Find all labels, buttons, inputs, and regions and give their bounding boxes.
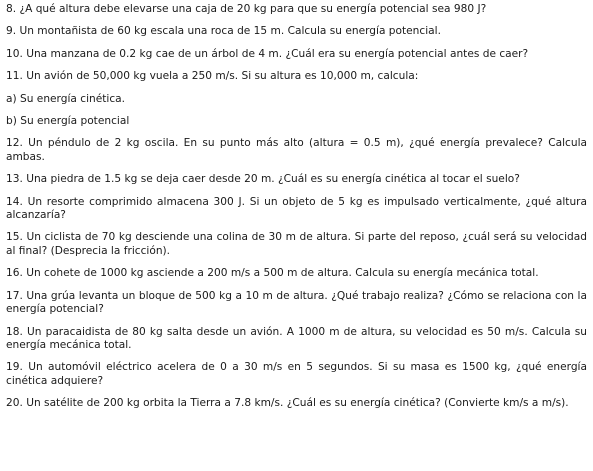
problem-15: 15. Un ciclista de 70 kg desciende una colina de 30 m de altura. Si parte del reposo, ¿cuál será su velocidad al final? (Desprecia la fricción). [6,231,587,257]
problem-11-part-b: b) Su energía potencial [6,115,130,128]
problem-16: 16. Un cohete de 1000 kg asciende a 200 m/s a 500 m de altura. Calcula su energía mecánica total. [6,267,539,280]
problem-20: 20. Un satélite de 200 kg orbita la Tierra a 7.8 km/s. ¿Cuál es su energía cinética? (Convierte km/s a m/s). [6,397,569,410]
problem-11: 11. Un avión de 50,000 kg vuela a 250 m/s. Si su altura es 10,000 m, calcula: [6,70,419,83]
problem-11-part-a: a) Su energía cinética. [6,92,126,105]
problem-18: 18. Un paracaidista de 80 kg salta desde un avión. A 1000 m de altura, su velocidad es 50 m/s. Calcula su energía mecánica total. [6,325,587,351]
problem-8: 8. ¿A qué altura debe elevarse una caja de 20 kg para que su energía potencial sea 980 J? [6,3,487,15]
problem-13: 13. Una piedra de 1.5 kg se deja caer desde 20 m. ¿Cuál es su energía cinética al tocar el suelo? [6,173,520,186]
problem-10: 10. Una manzana de 0.2 kg cae de un árbol de 4 m. ¿Cuál era su energía potencial antes de caer? [6,47,529,60]
problem-14: 14. Un resorte comprimido almacena 300 J. Si un objeto de 5 kg es impulsado verticalmente, ¿qué altura alcanzaría? [6,195,587,222]
problem-17: 17. Una grúa levanta un bloque de 500 kg a 10 m de altura. ¿Qué trabajo realiza? ¿Cómo se relaciona con la energía potencial? [6,289,587,316]
problem-12: 12. Un péndulo de 2 kg oscila. En su punto más alto (altura = 0.5 m), ¿qué energía prevalece? Calcula ambas. [6,137,587,163]
problem-19: 19. Un automóvil eléctrico acelera de 0 a 30 m/s en 5 segundos. Si su masa es 1500 kg, ¿qué energía cinética adquiere? [6,361,587,387]
problem-9: 9. Un montañista de 60 kg escala una roca de 15 m. Calcula su energía potencial. [6,25,441,38]
